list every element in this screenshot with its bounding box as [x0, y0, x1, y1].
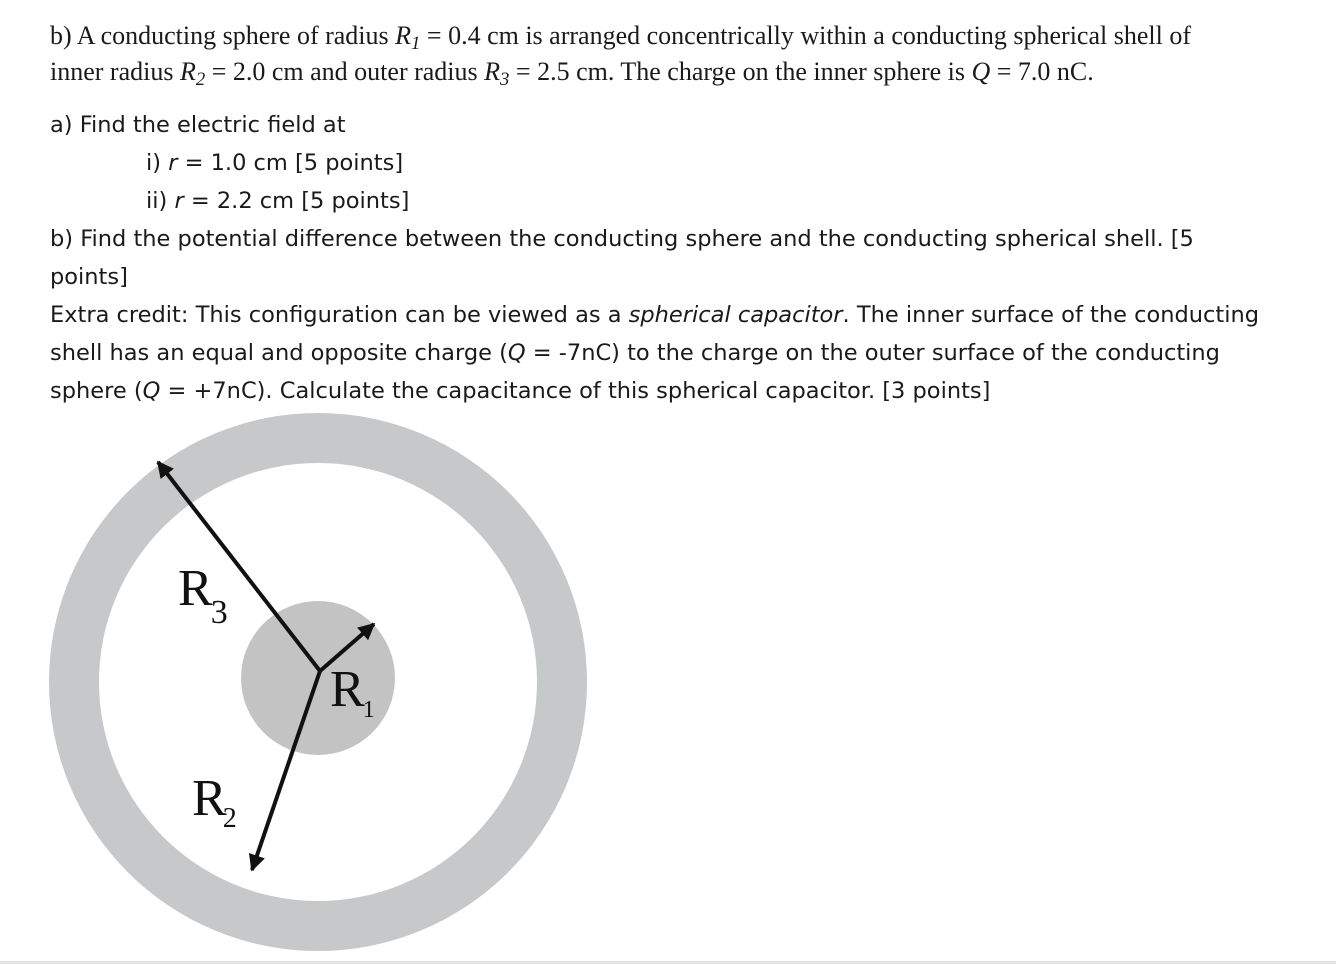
label-r3: R3: [178, 560, 228, 631]
var-q: Q: [971, 57, 991, 86]
problem-intro-line-1: [50, 18, 1290, 54]
extra-credit-line-2: [50, 334, 1290, 372]
intro-text: = 7.0 nC.: [990, 57, 1094, 86]
var-r2-sub: 2: [195, 69, 206, 91]
var-r1: R: [395, 21, 412, 50]
var-q: Q: [142, 378, 161, 404]
var-r: r: [168, 150, 178, 176]
intro-text: = 0.4 cm is arranged concentrically within a conducting spherical shell of: [420, 21, 1191, 50]
problem-intro-line-2: [50, 54, 1290, 90]
var-r2: R: [179, 57, 196, 86]
var-r1-sub: 1: [411, 33, 421, 55]
spherical-capacitor-diagram: [48, 412, 592, 952]
item-prefix: i): [146, 150, 169, 176]
extra-text: . The inner surface of the conducting: [842, 302, 1260, 328]
extra-text: = +7nC). Calculate the capacitance of this spherical capacitor. [3 points]: [160, 378, 991, 404]
extra-emphasis: spherical capacitor: [628, 302, 843, 328]
extra-credit-line-1: [50, 296, 1290, 334]
var-r: r: [174, 188, 184, 214]
intro-text: = 2.0 cm and outer radius: [205, 57, 485, 86]
var-r3: R: [484, 57, 501, 86]
intro-text: b) A conducting sphere of radius: [50, 21, 396, 50]
item-prefix: ii): [146, 188, 175, 214]
extra-text: shell has an equal and opposite charge (: [50, 340, 508, 366]
extra-credit-line-3: [50, 372, 1290, 410]
label-r2: R2: [192, 770, 237, 834]
extra-text: = -7nC) to the charge on the outer surface of the conducting: [525, 340, 1220, 366]
part-b-line-2: points]: [50, 264, 128, 290]
problem-document: [50, 18, 1290, 410]
item-text: = 2.2 cm [5 points]: [183, 188, 410, 214]
part-b-line-1: b) Find the potential difference between the conducting sphere and the conducting spherical shell. [5: [50, 226, 1194, 252]
var-r3-sub: 3: [500, 69, 510, 91]
extra-text: sphere (: [50, 378, 143, 404]
item-text: = 1.0 cm [5 points]: [177, 150, 404, 176]
page-bottom-divider: [0, 961, 1336, 964]
part-a-heading: a) Find the electric field at: [50, 112, 346, 138]
part-a-item-i: [50, 144, 1290, 182]
part-a-item-ii: [50, 182, 1290, 220]
extra-text: Extra credit: This configuration can be viewed as a: [50, 302, 629, 328]
var-q: Q: [507, 340, 526, 366]
intro-text: inner radius: [50, 57, 180, 86]
intro-text: = 2.5 cm. The charge on the inner sphere is: [509, 57, 972, 86]
label-r1: R1: [330, 661, 375, 723]
